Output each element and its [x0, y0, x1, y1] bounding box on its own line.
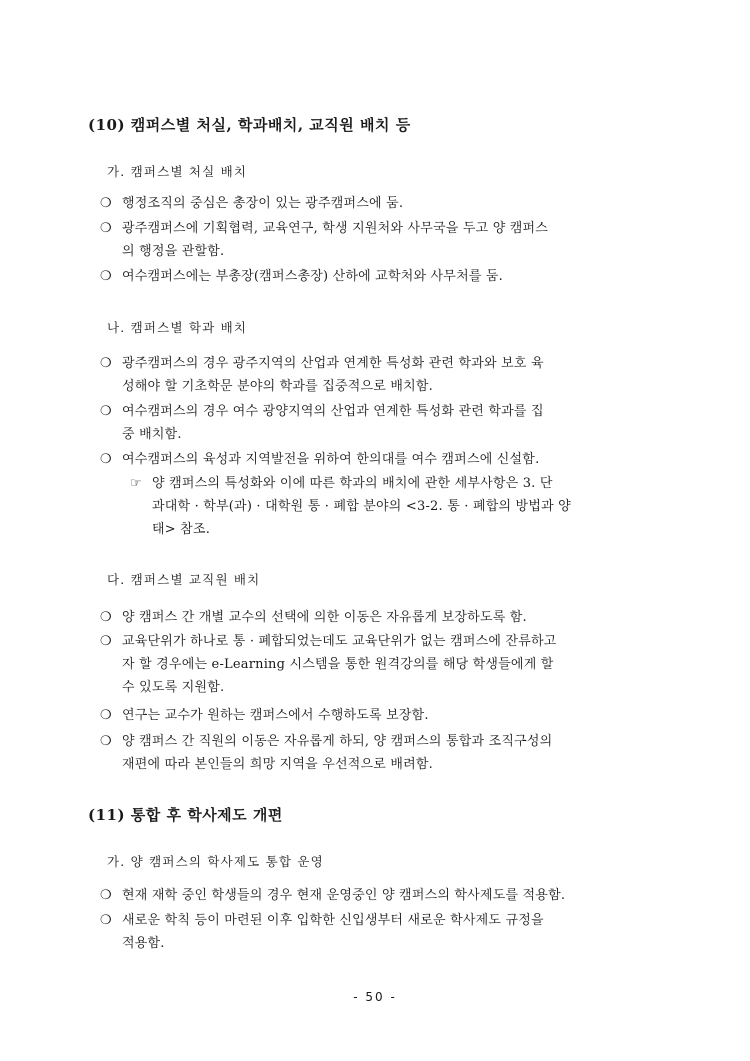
circle-bullet-icon: ❍ — [100, 734, 112, 749]
circle-bullet-icon: ❍ — [100, 404, 112, 419]
list-item: ❍ 여수캠퍼스에는 부총장(캠퍼스총장) 산하에 교학처와 사무처를 둠. — [100, 265, 666, 288]
list-item: ❍ 새로운 학칙 등이 마련된 이후 입학한 신입생부터 새로운 학사제도 규정을 적용함. — [100, 909, 666, 955]
list-item: ❍ 현재 재학 중인 학생들의 경우 현재 운영중인 양 캠퍼스의 학사제도를 적용함. — [100, 884, 666, 907]
circle-bullet-icon: ❍ — [100, 913, 112, 928]
circle-bullet-icon: ❍ — [100, 356, 112, 371]
list-item: ❍ 연구는 교수가 원하는 캠퍼스에서 수행하도록 보장함. — [100, 704, 666, 727]
page-number: - 50 - — [353, 990, 397, 1004]
section-10-ga-title: 가. 캠퍼스별 처실 배치 — [107, 164, 248, 179]
circle-bullet-icon: ❍ — [100, 708, 112, 723]
list-item: ❍ 광주캠퍼스에 기획협력, 교육연구, 학생 지원처와 사무국을 두고 양 캠퍼스 의 행정을 관할함. — [100, 217, 666, 263]
list-item: ❍ 양 캠퍼스 간 개별 교수의 선택에 의한 이동은 자유롭게 보장하도록 함. — [100, 606, 666, 629]
circle-bullet-icon: ❍ — [100, 221, 112, 236]
section-10-title: (10) 캠퍼스별 처실, 학과배치, 교직원 배치 등 — [88, 116, 411, 134]
section-11-ga-title: 가. 양 캠퍼스의 학사제도 통합 운영 — [107, 854, 324, 869]
list-item: ❍ 여수캠퍼스의 육성과 지역발전을 위하여 한의대를 여수 캠퍼스에 신설함. — [100, 448, 666, 471]
circle-bullet-icon: ❍ — [100, 610, 112, 625]
circle-bullet-icon: ❍ — [100, 634, 112, 649]
list-item: ❍ 행정조직의 중심은 총장이 있는 광주캠퍼스에 둠. — [100, 192, 666, 215]
circle-bullet-icon: ❍ — [100, 452, 112, 467]
section-10-na-title: 나. 캠퍼스별 학과 배치 — [107, 320, 248, 335]
pointing-hand-icon: ☞ — [130, 476, 142, 491]
section-10-da-title: 다. 캠퍼스별 교직원 배치 — [107, 572, 261, 587]
circle-bullet-icon: ❍ — [100, 196, 112, 211]
circle-bullet-icon: ❍ — [100, 269, 112, 284]
list-item: ❍ 광주캠퍼스의 경우 광주지역의 산업과 연계한 특성화 관련 학과와 보호 육 성해야 할 기초학문 분야의 학과를 집중적으로 배치함. — [100, 352, 666, 398]
reference-note: ☞ 양 캠퍼스의 특성화와 이에 따른 학과의 배치에 관한 세부사항은 3. 단 과대학 · 학부(과) · 대학원 통 · 폐합 분야의 <3-2. 통 · 폐합의 방법과 양 태> 참조. — [130, 472, 666, 541]
section-11-title: (11) 통합 후 학사제도 개편 — [88, 806, 283, 824]
list-item: ❍ 여수캠퍼스의 경우 여수 광양지역의 산업과 연계한 특성화 관련 학과를 집 중 배치함. — [100, 400, 666, 446]
list-item: ❍ 양 캠퍼스 간 직원의 이동은 자유롭게 하되, 양 캠퍼스의 통합과 조직구성의 재편에 따라 본인들의 희망 지역을 우선적으로 배려함. — [100, 730, 666, 776]
circle-bullet-icon: ❍ — [100, 888, 112, 903]
list-item: ❍ 교육단위가 하나로 통 · 폐합되었는데도 교육단위가 없는 캠퍼스에 잔류하고 자 할 경우에는 e-Learning 시스템을 통한 원격강의를 해당 학생들에게 할 수 있도록 지원함. — [100, 630, 666, 699]
